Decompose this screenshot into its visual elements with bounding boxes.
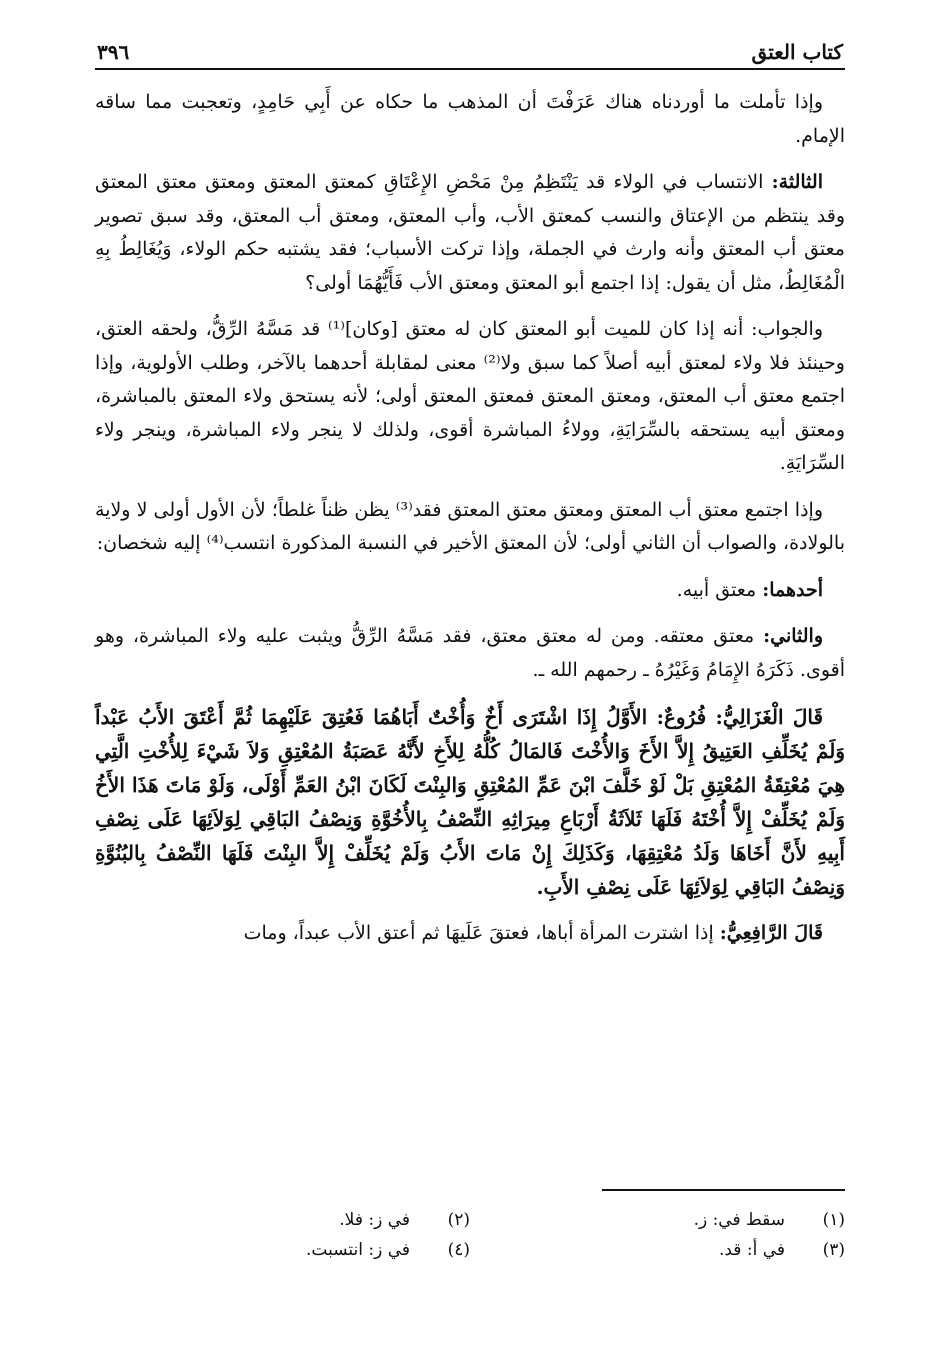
paragraph — [95, 620, 845, 687]
paragraph-text: الانتساب في الولاء قد يَنْتَظِمُ مِنْ مَحْضِ الإِعْتَاقِ كمعتق المعتق ومعتق معتق المعتق وقد ينتظم من الإعتاق والنسب كمعتق الأب، وأب المعتق، ومعتق أب المعتق، وقد سبق تصوير معتق أب المعتق وأنه وارث في الجملة، وإذا تركت الأسباب؛ فقد يشتبه حكم الولاء، وَيُغَالِطُ بِهِ الْمُغَالِطُ، مثل أن يقول: إذا اجتمع أبو المعتق ومعتق الأب فَأَيُّهُمَا أولى؟ — [95, 171, 845, 294]
rafii-text: إذا اشترت المرأة أباها، فعتقَ عَلَيهَا ثم أعتق الأب عبداً، ومات — [243, 922, 720, 944]
paragraph — [95, 166, 845, 300]
ghazali-text: الأَوَّلُ إِذَا اشْتَرَى أَخٌ وَأُخْتٌ أَبَاهُمَا فَعُتِقَ عَلَيْهِمَا ثُمَّ أَعْتَقَ الأَبُ عَبْداً وَلَمْ يُخَلِّفِ العَتِيقُ إِلاَّ الأَخَ وَالأُخْتَ فَالمَالُ كُلُّهُ لِلأَخِ لأَنَّهُ عَصَبَةُ المُعْتِقِ وَلاَ شَيْءَ لِلأُخْتِ الَّتِي هِيَ مُعْتِقَةُ المُعْتِقِ بَلْ لَوْ خَلَّفَ ابْنَ عَمِّ المُعْتِقِ وَالبِنْتَ لَكَانَ ابْنُ العَمِّ أَوْلَى، وَلَوْ مَاتَ هَذَا الأَخُ وَلَمْ يُخَلِّفْ إِلاَّ أُخْتَهُ فَلَهَا ثَلاَثَةُ أَرْبَاعِ مِيرَاثِهِ النِّصْفُ بِالأُخُوَّةِ وَنِصْفُ البَاقِي لِوَلاَئِهَا عَلَى نِصْفِ أَبِيهِ لأَنَّ أَخَاهَا وَلَدُ مُعْتِقِهَا، وَكَذَلِكَ إِنْ مَاتَ الأَبُ وَلَمْ يُخَلِّفْ إِلاَّ البِنْتَ فَلَهَا النِّصْفُ بِالبُنُوَّةِ وَنِصْفُ البَاقِي لِوَلاَئِهَا عَلَى نِصْفِ الأَبِ. — [95, 705, 845, 899]
paragraph-text: معتق معتقه. ومن له معتق معتق، فقد مَسَّهُ الرِّقُّ ويثبت عليه ولاء المباشرة، وهو أقوى. ذَكَرَهُ الإِمَامُ وَغَيْرُهُ ـ رحمهم الله ـ. — [95, 625, 845, 681]
paragraph — [95, 313, 845, 481]
footnote-number: (١) — [822, 1210, 845, 1230]
footnote — [470, 1235, 845, 1265]
paragraph-text: وإذا تأملت ما أوردناه هناك عَرَفْتَ أن المذهب ما حكاه عن أَبِي حَامِدٍ، وتعجبت مما ساقه الإمام. — [95, 91, 845, 147]
ghazali-lead: قَالَ الْغَزَالِيُّ: فُرُوعٌ: — [656, 705, 824, 729]
footnotes — [95, 1205, 845, 1265]
paragraph-text: معتق أبيه. — [676, 578, 763, 601]
paragraph-text: وإذا اجتمع معتق أب المعتق ومعتق معتق المعتق فقد⁽³⁾ يظن ظناً غلطاً؛ لأن الأول أولى لا ولاية بالولادة، والصواب أن الثاني أولى؛ لأن المعتق الأخير في النسبة المذكورة انتسب⁽⁴⁾ إليه شخصان: — [95, 498, 845, 554]
footnote-text: في أ: قد. — [718, 1240, 785, 1260]
footnote — [95, 1205, 470, 1235]
footnote-number: (٤) — [447, 1240, 470, 1260]
footnote-row — [95, 1235, 845, 1265]
paragraph — [95, 494, 845, 561]
paragraph — [95, 917, 845, 951]
paragraph-lead: أحدهما: — [762, 578, 823, 601]
footnote-divider — [602, 1189, 845, 1191]
footnote — [470, 1205, 845, 1235]
book-page — [95, 30, 845, 964]
paragraph-lead: الثالثة: — [771, 171, 823, 193]
main-text — [95, 86, 845, 951]
footnote-number: (٣) — [822, 1240, 845, 1260]
paragraph-text: والجواب: أنه إذا كان للميت أبو المعتق كان له معتق [وكان]⁽¹⁾ قد مَسَّهُ الرِّقُّ، ولحقه العتق، وحينئذ فلا ولاء لمعتق أبيه أصلاً كما سبق ولا⁽²⁾ معنى لمقابلة أحدهما بالآخر، وطلب الأولوية، وإذا اجتمع معتق أب المعتق، ومعتق المعتق فمعتق المعتق أولى؛ لأنه يستحق ولاء المعتق بالمباشرة، ومعتق أبيه يستحقه بالسِّرَايَةِ، وولاءُ المباشرة أقوى، ولذلك لا ينجر ولاء المباشرة، وينجر ولاء السِّرَايَةِ. — [95, 318, 845, 474]
footnote-number: (٢) — [447, 1210, 470, 1230]
paragraph-lead: والثاني: — [763, 625, 823, 647]
footnote-row — [95, 1205, 845, 1235]
page-header — [95, 30, 845, 70]
footnote-text: سقط في: ز. — [693, 1210, 785, 1230]
footnote-text: في ز: فلا. — [339, 1210, 410, 1230]
footnote — [95, 1235, 470, 1265]
book-title: كتاب العتق — [751, 40, 843, 64]
page-number: ٣٩٦ — [97, 40, 130, 64]
rafii-lead: قَالَ الرَّافِعِيُّ: — [719, 922, 823, 944]
ghazali-quote — [95, 700, 845, 904]
paragraph — [95, 574, 845, 608]
footnote-text: في ز: انتسبت. — [305, 1240, 410, 1260]
paragraph — [95, 86, 845, 153]
